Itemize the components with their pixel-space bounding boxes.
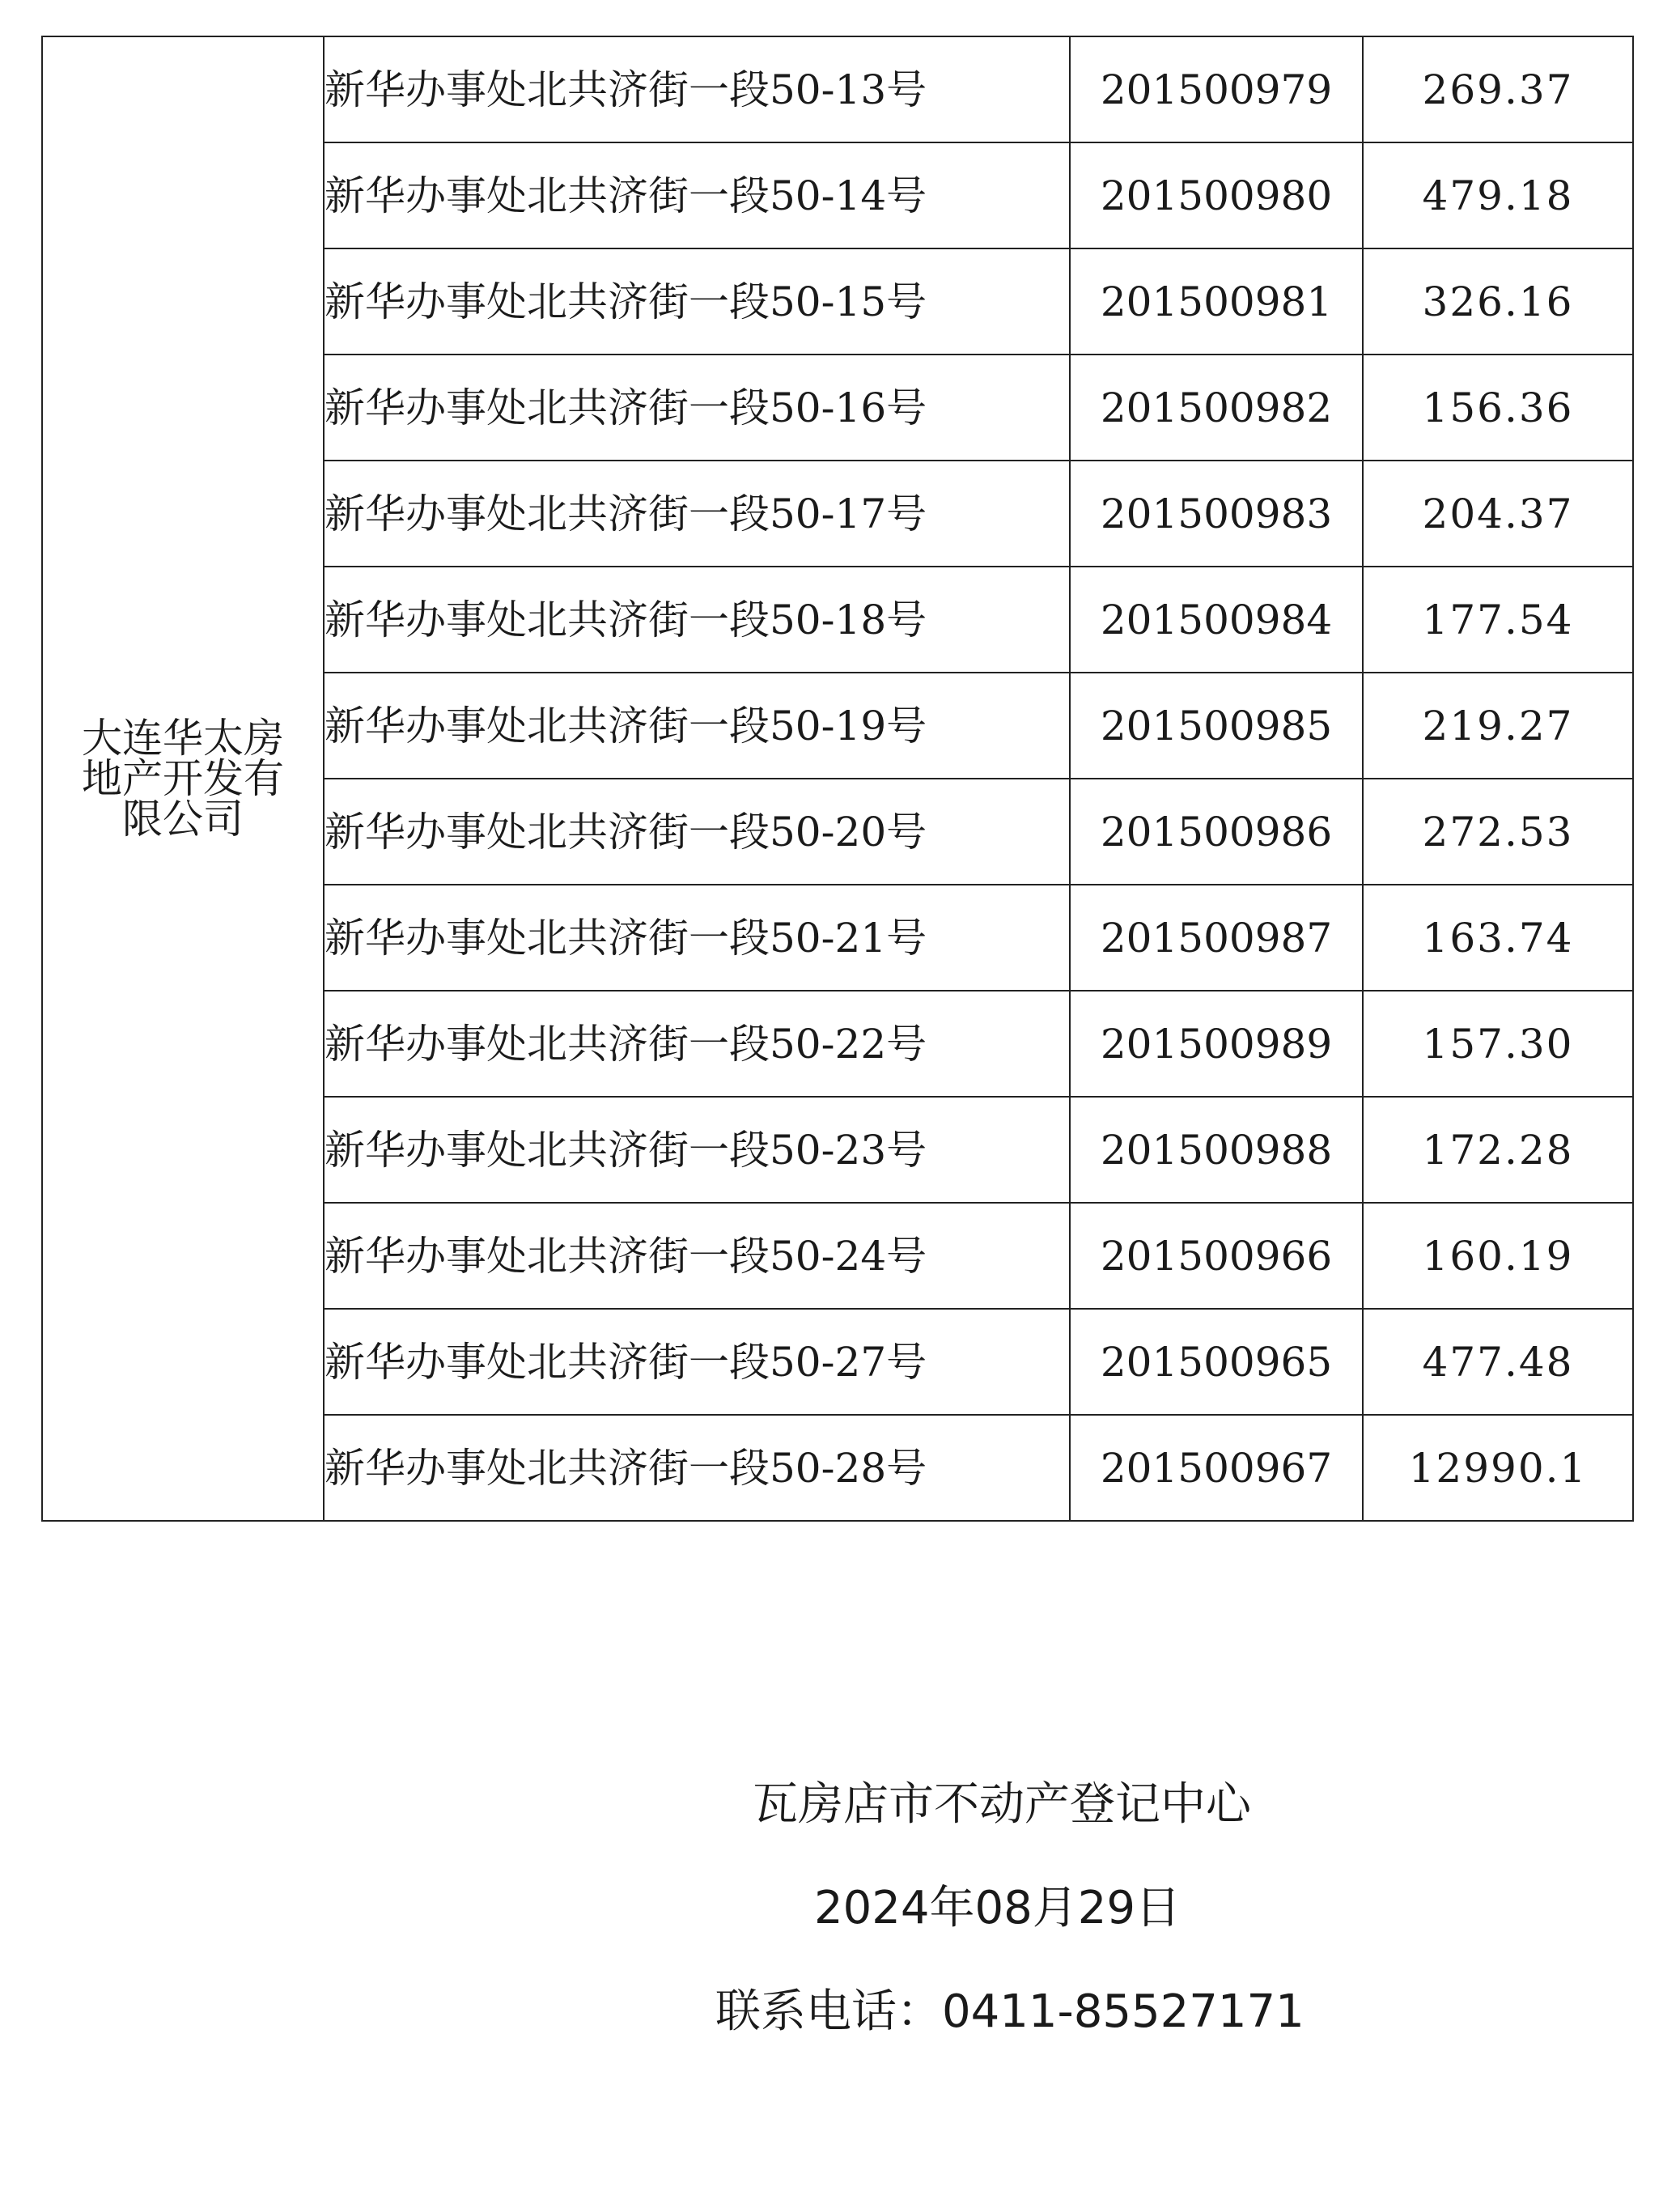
registration-code-cell: 201500985 [1070, 673, 1363, 779]
table-body [42, 36, 1633, 1521]
area-cell: 326.16 [1363, 248, 1633, 355]
area-cell: 12990.1 [1363, 1415, 1633, 1521]
area-cell: 219.27 [1363, 673, 1633, 779]
issue-date: 2024年08月29日 [814, 1882, 1182, 1934]
registration-code-cell: 201500981 [1070, 248, 1363, 355]
address-cell: 新华办事处北共济街一段50-14号 [324, 142, 1070, 248]
area-cell: 163.74 [1363, 885, 1633, 991]
address-cell: 新华办事处北共济街一段50-18号 [324, 567, 1070, 673]
area-cell: 177.54 [1363, 567, 1633, 673]
address-cell: 新华办事处北共济街一段50-20号 [324, 779, 1070, 885]
address-cell: 新华办事处北共济街一段50-16号 [324, 355, 1070, 461]
area-cell: 172.28 [1363, 1097, 1633, 1203]
registration-code-cell: 201500980 [1070, 142, 1363, 248]
address-cell: 新华办事处北共济街一段50-23号 [324, 1097, 1070, 1203]
issuer-name: 瓦房店市不动产登记中心 [753, 1778, 1251, 1831]
registration-code-cell: 201500966 [1070, 1203, 1363, 1309]
owner-name-line: 大连华太房 [82, 715, 284, 762]
registration-table [41, 36, 1634, 1522]
address-cell: 新华办事处北共济街一段50-19号 [324, 673, 1070, 779]
area-cell: 157.30 [1363, 991, 1633, 1097]
area-cell: 479.18 [1363, 142, 1633, 248]
area-cell: 204.37 [1363, 461, 1633, 567]
area-cell: 477.48 [1363, 1309, 1633, 1415]
area-cell: 272.53 [1363, 779, 1633, 885]
registration-code-cell: 201500986 [1070, 779, 1363, 885]
owner-name-line: 限公司 [122, 796, 244, 843]
owner-name-line: 地产开发有 [82, 755, 284, 802]
address-cell: 新华办事处北共济街一段50-27号 [324, 1309, 1070, 1415]
registration-code-cell: 201500967 [1070, 1415, 1363, 1521]
owner-cell [42, 36, 324, 1521]
registration-code-cell: 201500987 [1070, 885, 1363, 991]
registration-code-cell: 201500965 [1070, 1309, 1363, 1415]
registration-code-cell: 201500989 [1070, 991, 1363, 1097]
address-cell: 新华办事处北共济街一段50-21号 [324, 885, 1070, 991]
area-cell: 160.19 [1363, 1203, 1633, 1309]
address-cell: 新华办事处北共济街一段50-24号 [324, 1203, 1070, 1309]
contact-phone: 联系电话：0411-85527171 [715, 1985, 1305, 2038]
registration-code-cell: 201500988 [1070, 1097, 1363, 1203]
area-cell: 269.37 [1363, 36, 1633, 142]
address-cell: 新华办事处北共济街一段50-22号 [324, 991, 1070, 1097]
registration-code-cell: 201500982 [1070, 355, 1363, 461]
registration-code-cell: 201500983 [1070, 461, 1363, 567]
table-row [42, 36, 1633, 142]
address-cell: 新华办事处北共济街一段50-17号 [324, 461, 1070, 567]
registration-code-cell: 201500979 [1070, 36, 1363, 142]
area-cell: 156.36 [1363, 355, 1633, 461]
registration-code-cell: 201500984 [1070, 567, 1363, 673]
address-cell: 新华办事处北共济街一段50-28号 [324, 1415, 1070, 1521]
address-cell: 新华办事处北共济街一段50-13号 [324, 36, 1070, 142]
address-cell: 新华办事处北共济街一段50-15号 [324, 248, 1070, 355]
